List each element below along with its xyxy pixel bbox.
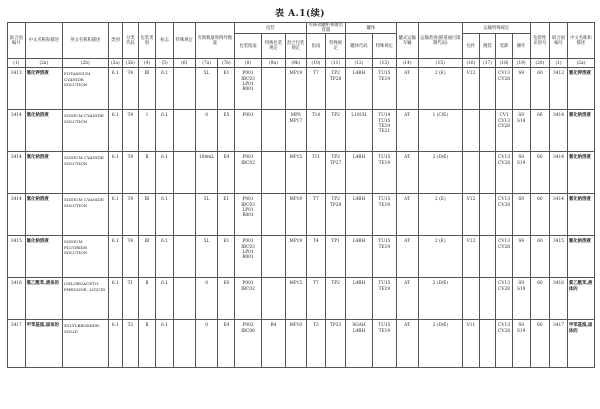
column-number: (1) bbox=[550, 59, 568, 68]
cell-special bbox=[173, 110, 195, 152]
cell-cn-name: 甲苯基溴,固体的 bbox=[25, 320, 62, 368]
cell-limited-qty: 0 bbox=[195, 110, 218, 152]
cell-en-name: POTASSIUM CYANIDE SOLUTION bbox=[62, 68, 108, 110]
column-number: (3b) bbox=[123, 59, 139, 68]
cell-un-2: 3414 bbox=[550, 194, 568, 236]
header-mixed: 混合包装规定 bbox=[285, 34, 306, 59]
table-row bbox=[8, 110, 595, 152]
cell-code: T4 bbox=[123, 68, 139, 110]
cell-cn-name-2: 氰化钠溶液 bbox=[567, 152, 594, 194]
header-hazard-id: 危险性识别号 bbox=[530, 23, 550, 59]
cell-pg: Ⅲ bbox=[138, 236, 156, 278]
cell-un-2: 3413 bbox=[550, 68, 568, 110]
column-number: (7b) bbox=[218, 59, 235, 68]
header-loading: 装卸 bbox=[496, 34, 513, 59]
column-number: (14) bbox=[396, 59, 418, 68]
cell-transport-cat: 2 (E) bbox=[418, 194, 463, 236]
cell-loading: CV13 CV28 bbox=[496, 320, 513, 368]
cell-tank-special: TU15 TE19 bbox=[372, 236, 396, 278]
header-special: 特殊规定 bbox=[173, 23, 195, 59]
cell-mixed: MP10 bbox=[285, 320, 306, 368]
cell-transport-cat: 2 (E) bbox=[418, 68, 463, 110]
cell-limited-qty: 5L bbox=[195, 236, 218, 278]
cell-pack-inst: P001 IBC02 bbox=[235, 278, 262, 320]
cell-en-name: XYLYLBROMIDE, SOLID bbox=[62, 320, 108, 368]
cell-bulk bbox=[479, 320, 496, 368]
cell-port-inst: T3 bbox=[306, 320, 326, 368]
table-title: 表 A.1(续) bbox=[274, 9, 326, 19]
cell-un: 3414 bbox=[8, 152, 26, 194]
cell-vehicle: AT bbox=[396, 320, 418, 368]
cell-pkg: V12 bbox=[463, 68, 480, 110]
cell-operation: S9 bbox=[512, 194, 530, 236]
column-number: (17) bbox=[479, 59, 496, 68]
cell-cn-name: 氟化钠溶液 bbox=[25, 236, 62, 278]
cell-code: T2 bbox=[123, 320, 139, 368]
cell-loading: CV1 CV13 CV28 bbox=[496, 110, 513, 152]
cell-tank-code: L4BH bbox=[345, 278, 372, 320]
cell-en-name: SODIUM CYANIDE SOLUTION bbox=[62, 110, 108, 152]
cell-excepted-qty: E1 bbox=[218, 68, 235, 110]
cell-un-2: 3416 bbox=[550, 278, 568, 320]
cell-en-name: SODIUM CYANIDE SOLUTION bbox=[62, 152, 108, 194]
cell-cn-name-2: 氰化钾溶液 bbox=[567, 68, 594, 110]
cell-en-name: CHLOROACETO PHENONE, LIQUID bbox=[62, 278, 108, 320]
cell-transport-cat: 1 (C/E) bbox=[418, 110, 463, 152]
column-number: (7a) bbox=[195, 59, 218, 68]
column-number: (18) bbox=[496, 59, 513, 68]
cell-bulk bbox=[479, 194, 496, 236]
cell-un: 3413 bbox=[8, 68, 26, 110]
cell-un-2: 3414 bbox=[550, 110, 568, 152]
header-operation: 操作 bbox=[512, 34, 530, 59]
cell-limited-qty: 5L bbox=[195, 68, 218, 110]
cell-cn-name-2: 氰化钠溶液 bbox=[567, 194, 594, 236]
cell-port-special: TP2 bbox=[326, 278, 346, 320]
cell-code: T4 bbox=[123, 194, 139, 236]
cell-excepted-qty: E0 bbox=[218, 278, 235, 320]
cell-transport-cat: 2 (E) bbox=[418, 236, 463, 278]
cell-un-2: 3417 bbox=[550, 320, 568, 368]
cell-special bbox=[173, 278, 195, 320]
column-number: (9a) bbox=[262, 59, 286, 68]
header-en-name: 英文名称和描述 bbox=[62, 23, 108, 59]
column-number: (9b) bbox=[285, 59, 306, 68]
cell-port-special: TP2 bbox=[326, 110, 346, 152]
cell-bulk bbox=[479, 110, 496, 152]
cell-operation: S9 S19 bbox=[512, 320, 530, 368]
cell-pkg bbox=[463, 152, 480, 194]
column-number: (4) bbox=[138, 59, 156, 68]
column-number: (16) bbox=[463, 59, 480, 68]
cell-pack-special bbox=[262, 236, 286, 278]
header-transport-special: 运输特殊规定 bbox=[463, 23, 530, 34]
cell-loading: CV13 CV28 bbox=[496, 68, 513, 110]
cell-limited-qty: 100mL bbox=[195, 152, 218, 194]
cell-vehicle: AT bbox=[396, 278, 418, 320]
cell-hazard-id: 60 bbox=[530, 194, 550, 236]
cell-pack-special bbox=[262, 110, 286, 152]
cell-pg: Ⅲ bbox=[138, 68, 156, 110]
cell-vehicle: AT bbox=[396, 152, 418, 194]
cell-port-inst: T7 bbox=[306, 68, 326, 110]
cell-hazard-id: 66 bbox=[530, 110, 550, 152]
cell-pack-inst: P001 bbox=[235, 110, 262, 152]
cell-transport-cat: 2 (D/E) bbox=[418, 278, 463, 320]
cell-cn-name-2: 甲苯基溴,固体的 bbox=[567, 320, 594, 368]
cell-pack-special bbox=[262, 152, 286, 194]
cell-pack-inst: P001 IBC03 LP01 R001 bbox=[235, 68, 262, 110]
cell-pg: Ⅱ bbox=[138, 278, 156, 320]
cell-mixed: MP19 bbox=[285, 236, 306, 278]
cell-pkg bbox=[463, 110, 480, 152]
cell-tank-code: L10CH bbox=[345, 110, 372, 152]
cell-special bbox=[173, 68, 195, 110]
cell-port-inst: T7 bbox=[306, 278, 326, 320]
cell-en-name: SODIUM FLUORIDE SOLUTION bbox=[62, 236, 108, 278]
cell-loading: CV13 CV28 bbox=[496, 278, 513, 320]
cell-port-inst: T4 bbox=[306, 236, 326, 278]
cell-hazard-id: 60 bbox=[530, 320, 550, 368]
header-portable: 可移动罐柜和散装容器 bbox=[306, 23, 345, 34]
cell-limited-qty: 5L bbox=[195, 194, 218, 236]
column-number: (3a) bbox=[108, 59, 123, 68]
cell-special bbox=[173, 194, 195, 236]
cell-cn-name: 氯乙酰苯,液体的 bbox=[25, 278, 62, 320]
column-number: (20) bbox=[530, 59, 550, 68]
cell-cn-name: 氰化钾溶液 bbox=[25, 68, 62, 110]
cell-class: 6.1 bbox=[108, 68, 123, 110]
cell-bulk bbox=[479, 152, 496, 194]
header-port-special: 特殊规定 bbox=[326, 34, 346, 59]
header-cn-name-2: 中文名称和描述 bbox=[567, 23, 594, 59]
cell-tank-code: L4BH bbox=[345, 236, 372, 278]
cell-pack-inst: P001 IBC03 LP01 R001 bbox=[235, 194, 262, 236]
cell-pack-inst: P001 IBC02 bbox=[235, 152, 262, 194]
table-row bbox=[8, 278, 595, 320]
cell-cn-name-2: 氯乙酰苯,液体的 bbox=[567, 278, 594, 320]
cell-class: 6.1 bbox=[108, 194, 123, 236]
cell-pkg: V12 bbox=[463, 194, 480, 236]
cell-class: 6.1 bbox=[108, 320, 123, 368]
cell-port-inst: T11 bbox=[306, 152, 326, 194]
cell-tank-special: TU15 TE19 bbox=[372, 68, 396, 110]
cell-label: 6.1 bbox=[156, 68, 174, 110]
cell-pack-special bbox=[262, 68, 286, 110]
cell-label: 6.1 bbox=[156, 194, 174, 236]
cell-pack-special bbox=[262, 278, 286, 320]
dangerous-goods-table bbox=[7, 22, 595, 368]
column-number: (6) bbox=[173, 59, 195, 68]
column-number: (12) bbox=[345, 59, 372, 68]
cell-class: 6.1 bbox=[108, 278, 123, 320]
table-row bbox=[8, 152, 595, 194]
column-number: (5) bbox=[156, 59, 174, 68]
cell-pkg bbox=[463, 278, 480, 320]
column-number: (1) bbox=[8, 59, 26, 68]
cell-tank-code: L4BH bbox=[345, 194, 372, 236]
cell-pkg: V12 bbox=[463, 236, 480, 278]
cell-transport-cat: 2 (D/E) bbox=[418, 152, 463, 194]
cell-limited-qty: 0 bbox=[195, 320, 218, 368]
cell-port-special: TP1 bbox=[326, 236, 346, 278]
cell-pg: Ⅱ bbox=[138, 320, 156, 368]
cell-cn-name: 氰化钠溶液 bbox=[25, 152, 62, 194]
cell-bulk bbox=[479, 68, 496, 110]
cell-mixed: MP15 bbox=[285, 152, 306, 194]
cell-special bbox=[173, 320, 195, 368]
column-number: (11) bbox=[326, 59, 346, 68]
cell-bulk bbox=[479, 236, 496, 278]
cell-cn-name-2: 氰化钠溶液 bbox=[567, 110, 594, 152]
column-number: (15) bbox=[418, 59, 463, 68]
cell-tank-code: L4BH bbox=[345, 68, 372, 110]
cell-un-2: 3414 bbox=[550, 152, 568, 194]
cell-excepted-qty: E1 bbox=[218, 236, 235, 278]
cell-operation: S9 bbox=[512, 68, 530, 110]
cell-label: 6.1 bbox=[156, 278, 174, 320]
table-row bbox=[8, 320, 595, 368]
cell-label: 6.1 bbox=[156, 110, 174, 152]
cell-port-inst: T14 bbox=[306, 110, 326, 152]
header-transport-cat: 运输类别(隧道通行限制代码) bbox=[418, 23, 463, 59]
cell-mixed: MP19 bbox=[285, 194, 306, 236]
cell-tank-code: SGAH L4BH bbox=[345, 320, 372, 368]
cell-excepted-qty: E4 bbox=[218, 320, 235, 368]
cell-code: T4 bbox=[123, 236, 139, 278]
cell-hazard-id: 60 bbox=[530, 68, 550, 110]
cell-hazard-id: 60 bbox=[530, 236, 550, 278]
cell-un: 3414 bbox=[8, 110, 26, 152]
cell-tank-code: L4BH bbox=[345, 152, 372, 194]
cell-class: 6.1 bbox=[108, 110, 123, 152]
cell-un: 3415 bbox=[8, 236, 26, 278]
cell-un-2: 3415 bbox=[550, 236, 568, 278]
cell-class: 6.1 bbox=[108, 236, 123, 278]
cell-tank-special: TU15 TE19 bbox=[372, 152, 396, 194]
cell-mixed: MP19 bbox=[285, 68, 306, 110]
header-vehicle: 罐式运输车辆 bbox=[396, 23, 418, 59]
header-un: 联合国编号 bbox=[8, 23, 26, 59]
column-number: (19) bbox=[512, 59, 530, 68]
cell-label: 6.1 bbox=[156, 236, 174, 278]
column-number: (13) bbox=[372, 59, 396, 68]
cell-label: 6.1 bbox=[156, 152, 174, 194]
cell-un: 3416 bbox=[8, 278, 26, 320]
header-pack-special: 特殊包装规定 bbox=[262, 34, 286, 59]
cell-cn-name: 氰化钠溶液 bbox=[25, 194, 62, 236]
cell-pg: Ⅱ bbox=[138, 152, 156, 194]
cell-class: 6.1 bbox=[108, 152, 123, 194]
header-cn-name: 中文名称和描述 bbox=[25, 23, 62, 59]
cell-pack-special: B4 bbox=[262, 320, 286, 368]
cell-tank-special: TU15 TE19 bbox=[372, 194, 396, 236]
cell-operation: S9 S19 bbox=[512, 278, 530, 320]
column-number-row bbox=[8, 59, 595, 68]
cell-un: 3417 bbox=[8, 320, 26, 368]
header-label: 标志 bbox=[156, 23, 174, 59]
cell-code: T1 bbox=[123, 278, 139, 320]
cell-excepted-qty: E4 bbox=[218, 152, 235, 194]
cell-operation: S9 S19 bbox=[512, 152, 530, 194]
cell-special bbox=[173, 236, 195, 278]
cell-pg: Ⅲ bbox=[138, 194, 156, 236]
cell-cn-name-2: 氟化钠溶液 bbox=[567, 236, 594, 278]
cell-tank-special: TU15 TE19 bbox=[372, 278, 396, 320]
header-tank-code: 罐体代码 bbox=[345, 34, 372, 59]
header-tank-special: 特殊规定 bbox=[372, 34, 396, 59]
header-un-2: 联合国编号 bbox=[550, 23, 568, 59]
cell-pkg: V11 bbox=[463, 320, 480, 368]
cell-hazard-id: 60 bbox=[530, 152, 550, 194]
column-number: (2b) bbox=[62, 59, 108, 68]
table-body bbox=[8, 68, 595, 368]
cell-tank-special: TU14 TU15 TE19 TE21 bbox=[372, 110, 396, 152]
cell-excepted-qty: E5 bbox=[218, 110, 235, 152]
cell-label: 6.1 bbox=[156, 320, 174, 368]
header-limited: 有限数量和例外数量 bbox=[195, 23, 234, 59]
cell-hazard-id: 60 bbox=[530, 278, 550, 320]
header-port-inst: 指南 bbox=[306, 34, 326, 59]
cell-un: 3414 bbox=[8, 194, 26, 236]
cell-en-name: SODIUM CYANIDE SOLUTION bbox=[62, 194, 108, 236]
cell-transport-cat: 2 (D/E) bbox=[418, 320, 463, 368]
cell-pack-inst: P002 IBC08 bbox=[235, 320, 262, 368]
header-pg: 包装类别 bbox=[138, 23, 156, 59]
header-pack-inst: 包装指南 bbox=[235, 34, 262, 59]
column-number: (10) bbox=[306, 59, 326, 68]
cell-vehicle: AT bbox=[396, 110, 418, 152]
header-class: 类别 bbox=[108, 23, 123, 59]
cell-bulk bbox=[479, 278, 496, 320]
header-tank: 罐体 bbox=[345, 23, 396, 34]
cell-mixed: MP15 bbox=[285, 278, 306, 320]
cell-mixed: MP8 MP17 bbox=[285, 110, 306, 152]
cell-code: T4 bbox=[123, 110, 139, 152]
cell-vehicle: AT bbox=[396, 194, 418, 236]
cell-loading: CV13 CV28 bbox=[496, 152, 513, 194]
cell-pack-special bbox=[262, 194, 286, 236]
header-pkg: 包件 bbox=[463, 34, 480, 59]
table-row bbox=[8, 236, 595, 278]
cell-vehicle: AT bbox=[396, 68, 418, 110]
cell-port-inst: T7 bbox=[306, 194, 326, 236]
cell-pack-inst: P001 IBC03 LP01 R001 bbox=[235, 236, 262, 278]
table-row bbox=[8, 194, 595, 236]
header-bulk: 散装 bbox=[479, 34, 496, 59]
column-number: (2a) bbox=[567, 59, 594, 68]
cell-special bbox=[173, 152, 195, 194]
cell-loading: CV13 CV28 bbox=[496, 194, 513, 236]
cell-tank-special: TU15 TE19 bbox=[372, 320, 396, 368]
table-row bbox=[8, 68, 595, 110]
header-packaging: 包装 bbox=[235, 23, 307, 34]
column-number: (2a) bbox=[25, 59, 62, 68]
header-code: 分类代码 bbox=[123, 23, 139, 59]
cell-operation: S9 S14 bbox=[512, 110, 530, 152]
cell-port-special: TP2 TP28 bbox=[326, 194, 346, 236]
cell-pg: Ⅰ bbox=[138, 110, 156, 152]
cell-vehicle: AT bbox=[396, 236, 418, 278]
cell-port-special: TP2 TP27 bbox=[326, 152, 346, 194]
cell-port-special: TP33 bbox=[326, 320, 346, 368]
column-number: (8) bbox=[235, 59, 262, 68]
cell-limited-qty: 0 bbox=[195, 278, 218, 320]
cell-cn-name: 氰化钠溶液 bbox=[25, 110, 62, 152]
cell-code: T4 bbox=[123, 152, 139, 194]
cell-loading: CV13 CV28 bbox=[496, 236, 513, 278]
cell-excepted-qty: E1 bbox=[218, 194, 235, 236]
cell-port-special: TP2 TP28 bbox=[326, 68, 346, 110]
cell-operation: S9 bbox=[512, 236, 530, 278]
